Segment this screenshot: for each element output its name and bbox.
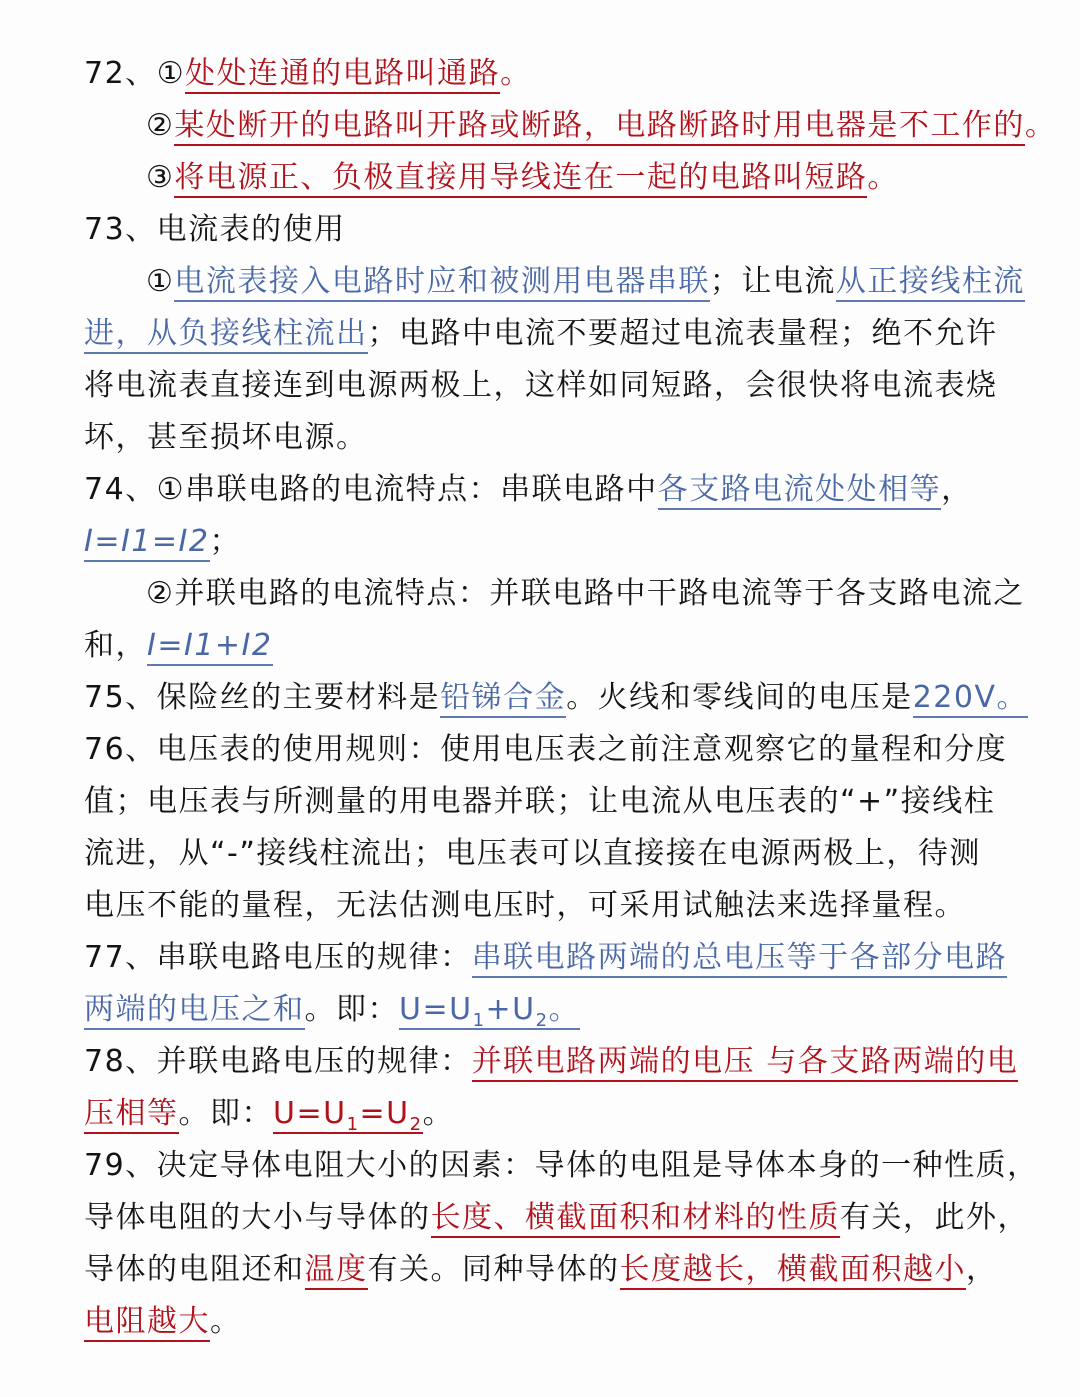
text: 。火线和零线间的电压是 [566, 680, 913, 715]
item-77-line-1 [84, 932, 1008, 984]
red-highlight: 长度越长，横截面积越小 [620, 1252, 967, 1290]
blue-highlight: 铅锑合金 [440, 680, 566, 718]
item-76-line-2: 值；电压表与所测量的用电器并联；让电流从电压表的“+”接线柱 [84, 784, 996, 819]
punct: ； [209, 524, 241, 559]
punct: ， [966, 1252, 998, 1287]
item-75-line-1 [84, 672, 1028, 724]
formula-part: =U [359, 1096, 410, 1131]
text: 。即： [178, 1096, 273, 1131]
item-72-line-3 [146, 152, 1066, 204]
text: ；电路中电流不要超过电流表量程；绝不允许 [367, 316, 998, 351]
red-highlight: 某处断开的电路叫开路或断路，电路断路时用电器是不工作的 [174, 108, 1025, 146]
formula: I=I1=I2 [84, 524, 210, 562]
item-72-line-1 [84, 48, 1004, 100]
item-73-line-1 [146, 256, 1066, 308]
blue-highlight: 电流表接入电路时应和被测用电器串联 [174, 264, 710, 302]
blue-highlight: 从正接线柱流 [836, 264, 1025, 302]
red-highlight: 处处连通的电路叫通路 [185, 56, 500, 94]
red-highlight: 将电源正、负极直接用导线连在一起的电路叫短路 [174, 160, 867, 198]
item-number: 72、 [84, 56, 157, 91]
formula-part: U=U [399, 992, 473, 1027]
formula: I=I1+I2 [147, 628, 273, 666]
blue-highlight: 两端的电压之和 [84, 992, 305, 1030]
text: 有关，此外， [840, 1200, 1029, 1235]
punct: 。 [867, 160, 899, 195]
red-highlight: 温度 [305, 1252, 368, 1290]
item-73-title: 73、电流表的使用 [84, 212, 346, 247]
item-74-line-4 [84, 620, 1004, 672]
item-79-line-2 [84, 1192, 1029, 1244]
item-76-line-4: 电压不能的量程，无法估测电压时，可采用试触法来选择量程。 [84, 888, 966, 923]
text: 75、保险丝的主要材料是 [84, 680, 441, 715]
item-76-line-1: 76、电压表的使用规则：使用电压表之前注意观察它的量程和分度 [84, 732, 1008, 767]
formula-part: U=U [273, 1096, 347, 1131]
text: 。即： [304, 992, 399, 1027]
item-73-line-3: 将电流表直接连到电源两极上，这样如同短路，会很快将电流表烧 [84, 368, 998, 403]
item-74-line-2 [84, 516, 1004, 568]
circled-1: ① [146, 264, 175, 299]
item-73-line-2 [84, 308, 1004, 360]
text: 导体的电阻还和 [84, 1252, 305, 1287]
item-79-line-4 [84, 1296, 1004, 1348]
red-highlight: 压相等 [84, 1096, 179, 1134]
item-79-line-3 [84, 1244, 1004, 1296]
circled-2: ② [146, 108, 175, 143]
item-72-line-2 [146, 100, 1066, 152]
punct: ， [941, 472, 973, 507]
formula-part: +U [485, 992, 536, 1027]
blue-highlight: 220V。 [913, 680, 1028, 718]
blue-highlight: 串联电路两端的总电压等于各部分电路 [472, 940, 1008, 978]
subscript: 2 [409, 1114, 423, 1135]
formula [399, 992, 580, 1030]
subscript: 2 [535, 1010, 549, 1031]
item-77-line-2 [84, 984, 1004, 1036]
item-74-line-1 [84, 464, 1004, 516]
red-highlight: 并联电路两端的电压 与各支路两端的电 [472, 1044, 1019, 1082]
item-79-line-1: 79、决定导体电阻大小的因素：导体的电阻是导体本身的一种性质， [84, 1148, 1039, 1183]
item-78-line-2 [84, 1088, 1004, 1140]
text: ；让电流 [709, 264, 836, 299]
subscript: 1 [346, 1114, 360, 1135]
item-74-line-3: ②并联电路的电流特点：并联电路中干路电流等于各支路电流之 [146, 576, 1025, 611]
circled-1: ① [156, 56, 186, 91]
text: 77、串联电路电压的规律： [84, 940, 472, 975]
text: 有关。同种导体的 [367, 1252, 620, 1287]
punct: 。 [548, 992, 581, 1027]
item-76-line-3: 流进，从“-”接线柱流出；电压表可以直接接在电源两极上，待测 [84, 836, 981, 871]
text: 78、并联电路电压的规律： [84, 1044, 472, 1079]
blue-highlight: 各支路电流处处相等 [658, 472, 942, 510]
punct: 。 [500, 56, 532, 91]
formula [273, 1096, 423, 1134]
punct: 。 [422, 1096, 455, 1131]
circled-3: ③ [146, 160, 175, 195]
subscript: 1 [472, 1010, 486, 1031]
red-highlight: 长度、横截面积和材料的性质 [431, 1200, 841, 1238]
punct: 。 [210, 1304, 242, 1339]
punct: 。 [1024, 108, 1057, 143]
red-highlight: 电阻越大 [84, 1304, 210, 1342]
item-78-line-1 [84, 1036, 1019, 1088]
item-73-line-4: 坏，甚至损坏电源。 [84, 420, 368, 455]
text: 和， [84, 628, 147, 663]
blue-highlight: 进，从负接线柱流出 [84, 316, 368, 354]
text: 导体电阻的大小与导体的 [84, 1200, 431, 1235]
text: 74、①串联电路的电流特点：串联电路中 [84, 472, 658, 507]
